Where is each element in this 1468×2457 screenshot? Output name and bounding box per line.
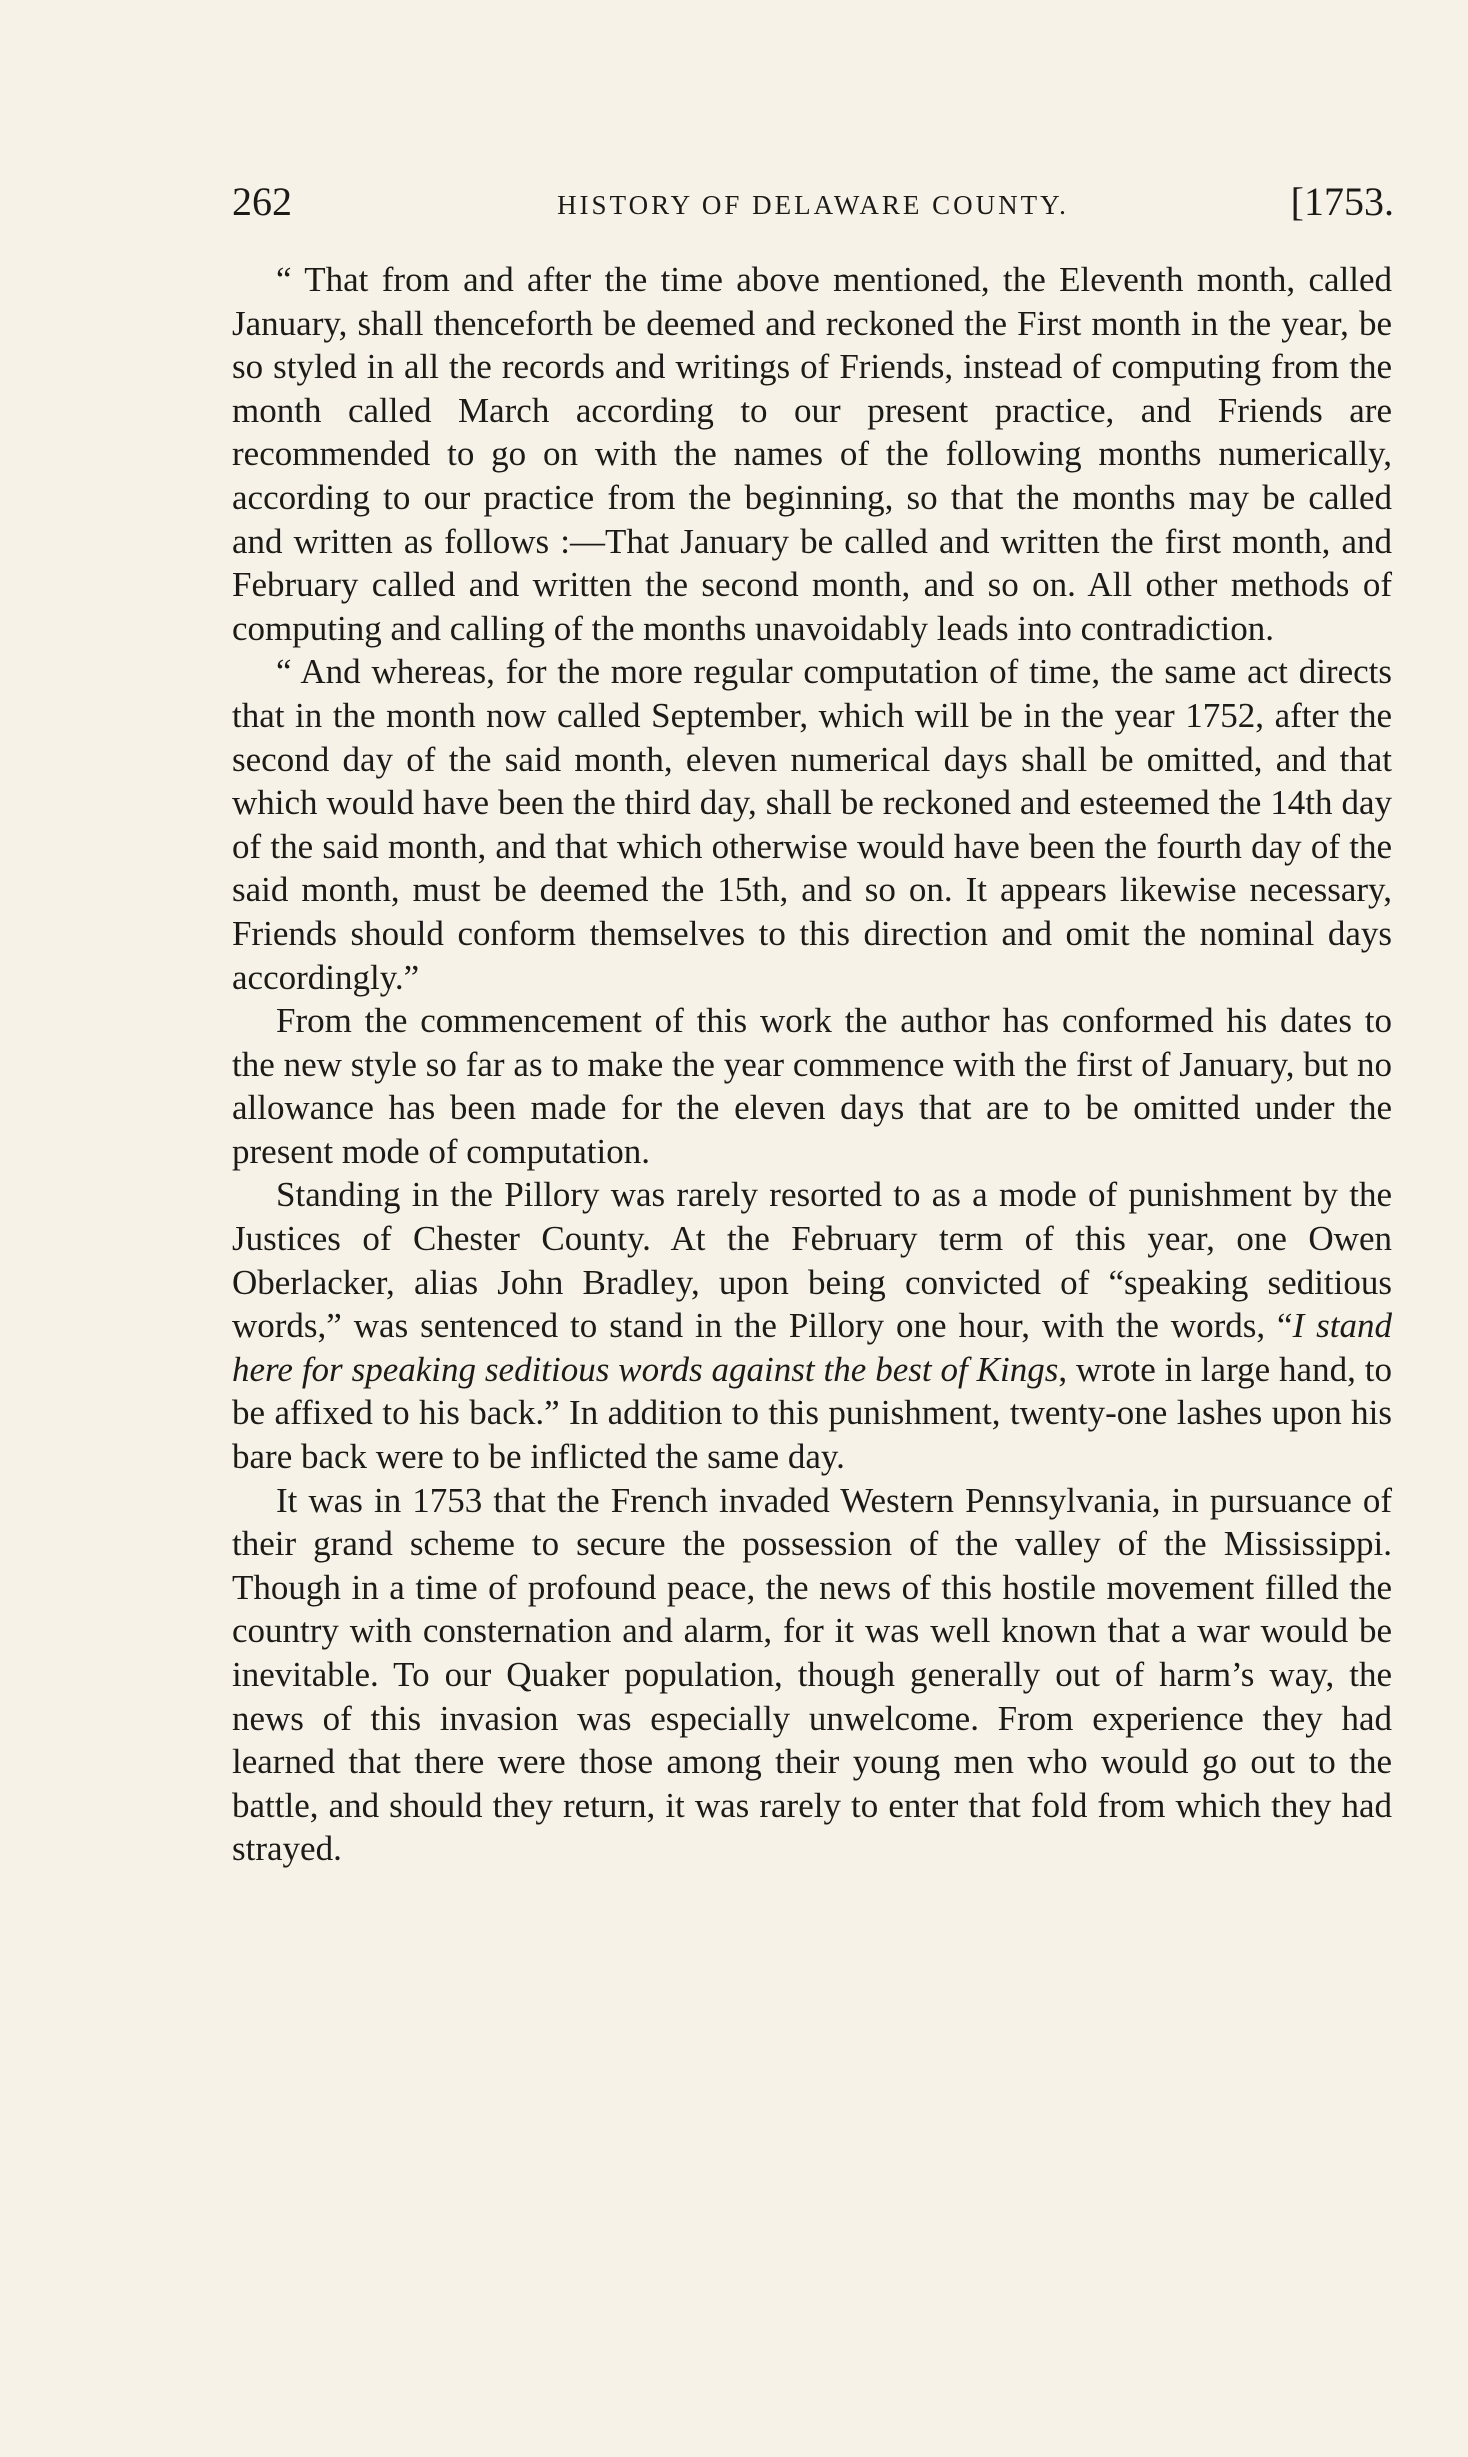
paragraph-4-after: , wrote in large hand, to be affixed to his back.” In addition to this punishment, twenty-one lashes upon his bare back were to be inflicted the same day.	[232, 1349, 1392, 1477]
paragraph-2: “ And whereas, for the more regular computation of time, the same act directs that in the month now called September, which will be in the year 1752, after the second day of the said month, eleven numerical days shall be omitted, and that which would have been the third day, shall be reckoned and esteemed the 14th day of the said month, and that which otherwise would have been the fourth day of the said month, must be deemed the 15th, and so on. It appears likewise necessary, Friends should conform themselves to this direction and omit the nominal days accordingly.”	[232, 652, 1392, 997]
paragraph-4	[232, 1173, 1392, 1478]
paragraph-5: It was in 1753 that the French invaded Western Pennsylvania, in pursuance of their grand scheme to secure the possession of the valley of the Mississippi. Though in a time of profound peace, the news of this hostile movement filled the country with consternation and alarm, for it was well known that a war would be inevitable. To our Quaker population, though generally out of harm’s way, the news of this invasion was especially unwelcome. From experience they had learned that there were those among their young men who would go out to the battle, and should they return, it was rarely to enter that fold from which they had strayed.	[232, 1480, 1392, 1869]
year-marker: [1753.	[1290, 179, 1394, 224]
body-text	[232, 258, 1392, 1871]
page-header	[232, 170, 1394, 230]
paragraph-4-italic-quote: I stand here for speaking seditious words against the best of Kings	[232, 1306, 1392, 1389]
page-number: 262	[232, 179, 292, 224]
paragraph-1: “ That from and after the time above mentioned, the Eleventh month, called January, shall thenceforth be deemed and reckoned the First month in the year, be so styled in all the records and writings of Friends, instead of computing from the month called March according to our present practice, and Friends are recommended to go on with the names of the following months numerically, according to our practice from the beginning, so that the months may be called and written as follows :—That January be called and written the first month, and February called and written the second month, and so on. All other methods of computing and calling of the months unavoidably leads into contradiction.	[232, 260, 1392, 648]
paragraph-3: From the commencement of this work the author has conformed his dates to the new style so far as to make the year commence with the first of January, but no allowance has been made for the eleven days that are to be omitted under the present mode of computation.	[232, 1001, 1392, 1171]
running-title: HISTORY OF DELAWARE COUNTY.	[557, 190, 1069, 220]
paragraph-4-before: Standing in the Pillory was rarely resorted to as a mode of punishment by the Justices of Chester County. At the February term of this year, one Owen Oberlacker, alias John Bradley, upon being convicted of “speaking seditious words,” was sentenced to stand in the Pillory one hour, with the words, “	[232, 1175, 1392, 1346]
